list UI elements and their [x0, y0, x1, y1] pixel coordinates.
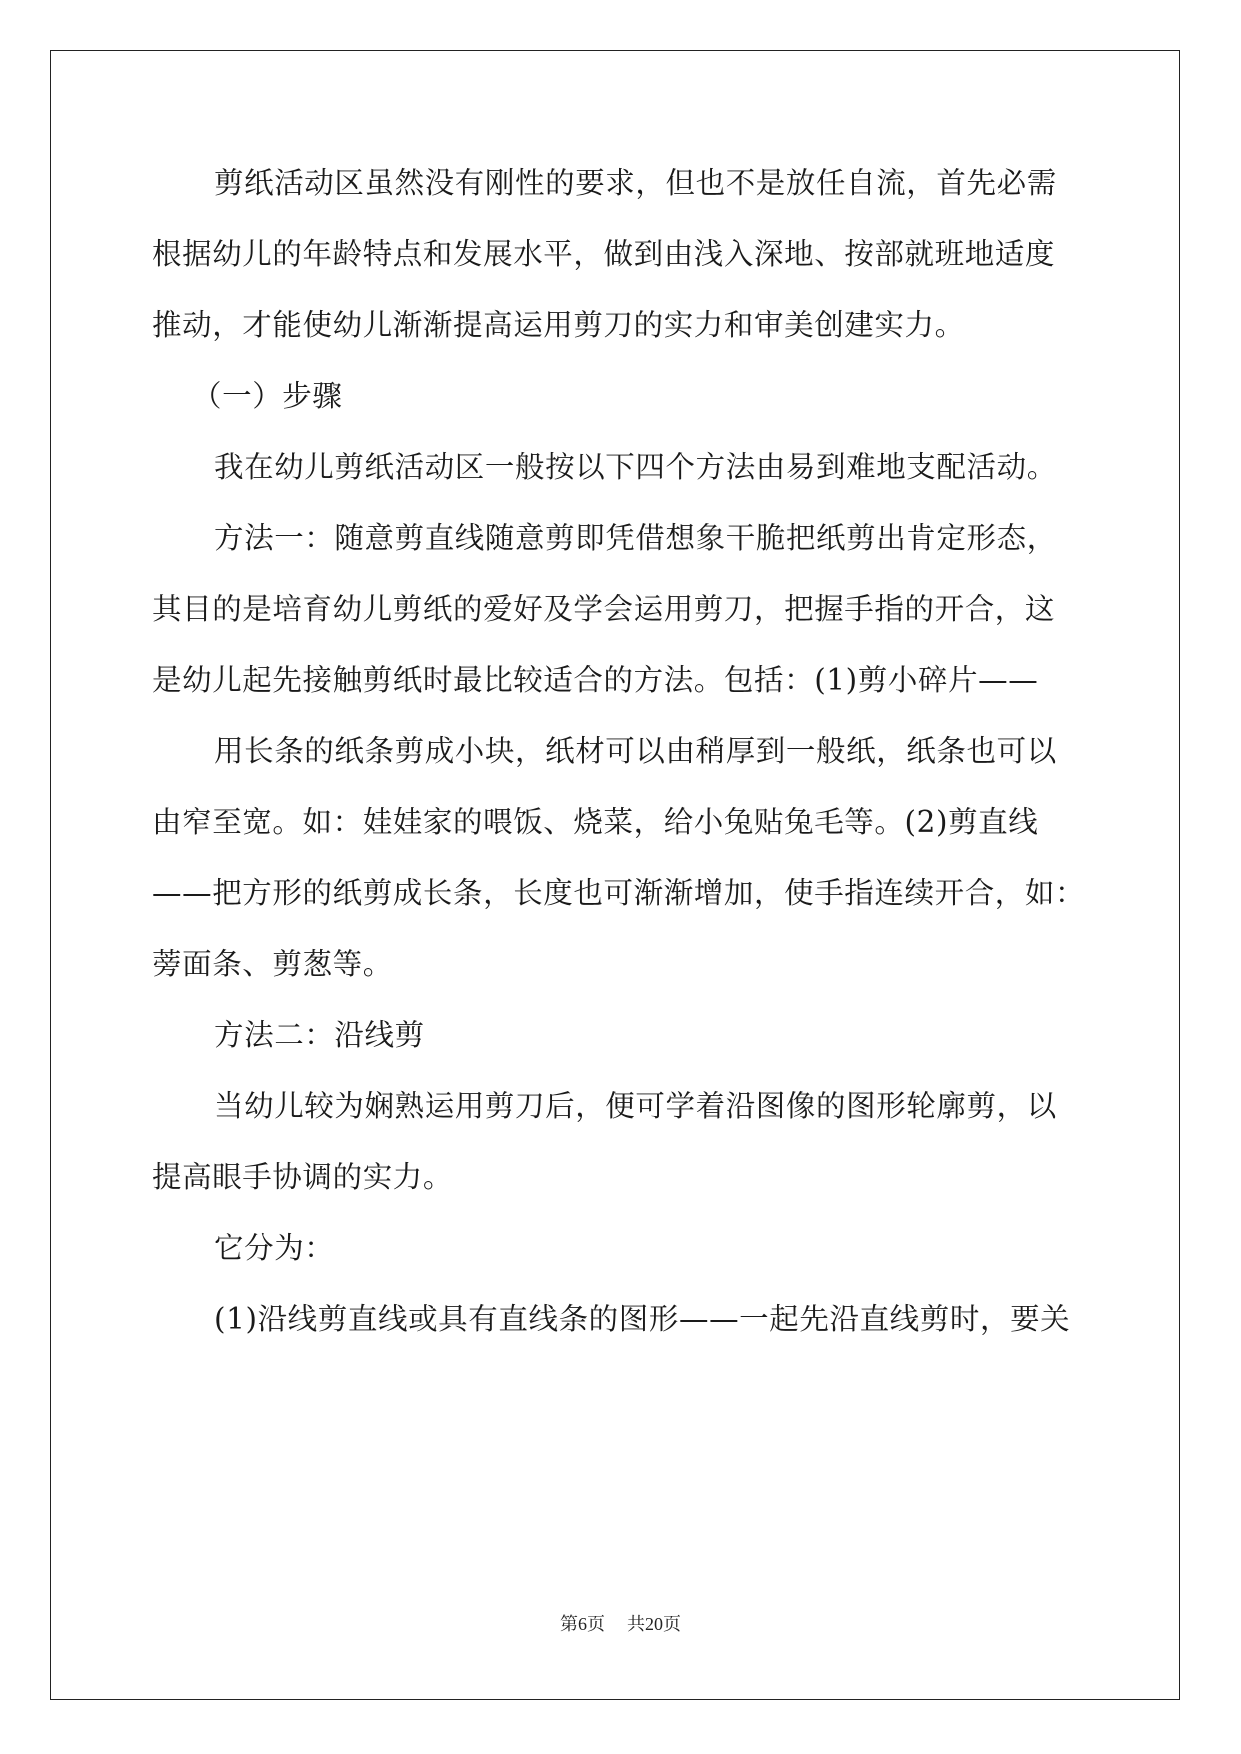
paragraph-line: 方法一：随意剪直线随意剪即凭借想象干脆把纸剪出肯定形态，	[214, 521, 1057, 555]
page-total: 共20页	[627, 1614, 681, 1634]
paragraph-line: 蒡面条、剪葱等。	[152, 947, 393, 981]
page-number: 第6页	[560, 1614, 605, 1634]
paragraph-line: 提高眼手协调的实力。	[152, 1160, 454, 1194]
paragraph-line: ——把方形的纸剪成长条，长度也可渐渐增加，使手指连续开合，如：	[152, 876, 1086, 910]
paragraph-line: (1)沿线剪直线或具有直线条的图形——一起先沿直线剪时，要关	[214, 1302, 1071, 1336]
paragraph-line: 我在幼儿剪纸活动区一般按以下四个方法由易到难地支配活动。	[214, 450, 1057, 484]
paragraph-line: 推动，才能使幼儿渐渐提高运用剪刀的实力和审美创建实力。	[152, 308, 965, 342]
paragraph-line: 由窄至宽。如：娃娃家的喂饭、烧菜，给小兔贴兔毛等。(2)剪直线	[152, 805, 1039, 839]
paragraph-line: 根据幼儿的年龄特点和发展水平，做到由浅入深地、按部就班地适度	[152, 237, 1056, 271]
paragraph-line: 当幼儿较为娴熟运用剪刀后，便可学着沿图像的图形轮廓剪，以	[214, 1089, 1057, 1123]
page-footer	[0, 1612, 1241, 1636]
paragraph-line: 剪纸活动区虽然没有刚性的要求，但也不是放任自流，首先必需	[214, 166, 1057, 200]
paragraph-line: 用长条的纸条剪成小块，纸材可以由稍厚到一般纸，纸条也可以	[214, 734, 1057, 768]
paragraph-line: 是幼儿起先接触剪纸时最比较适合的方法。包括：(1)剪小碎片——	[152, 663, 1039, 697]
paragraph-line: 它分为：	[214, 1231, 335, 1265]
subsection-heading: 方法二：沿线剪	[214, 1018, 425, 1052]
section-heading: （一）步骤	[192, 379, 343, 413]
paragraph-line: 其目的是培育幼儿剪纸的爱好及学会运用剪刀，把握手指的开合，这	[152, 592, 1056, 626]
